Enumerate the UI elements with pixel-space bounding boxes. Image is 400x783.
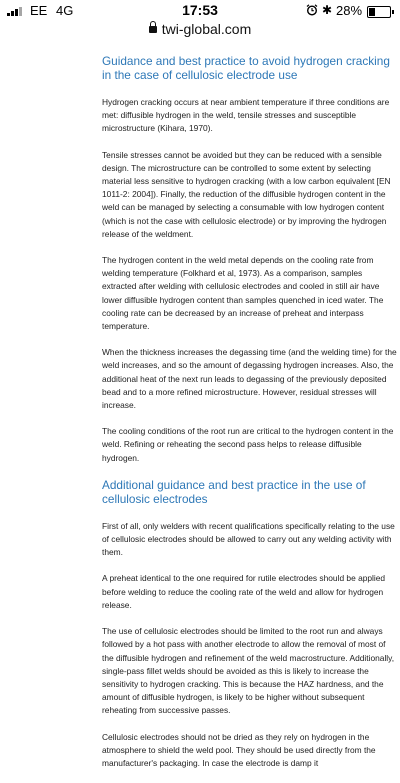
clock: 17:53	[182, 2, 218, 18]
article-paragraph: Hydrogen cracking occurs at near ambient temperature if three conditions are met: diffusible hydrogen in the weld, tensile stresses and susceptible microstructure (Kihara, 1970).	[102, 97, 390, 134]
article-paragraph: A preheat identical to the one required for rutile electrodes should be applied before welding to reduce the cooling rate of the weld and allow for hydrogen release.	[102, 573, 386, 610]
battery-icon	[367, 6, 391, 18]
article-paragraph: First of all, only welders with recent qualifications specifically relating to the use of cellulosic electrodes should be allowed to carry out any welding activity with them.	[102, 520, 395, 558]
bluetooth-icon: ✱	[322, 3, 333, 17]
section-heading-hydrogen-cracking: Guidance and best practice to avoid hydrogen cracking in the case of cellulosic electrode use	[102, 54, 390, 82]
article-paragraph: Tensile stresses cannot be avoided but they can be reduced with a sensible design. The microstructure can be controlled to some extent by selecting material less sensitive to hydrogen cracking (with a low carbon equivalent [EN 1011-2: 2004]). Finally, the reduction of the diffusible hydrogen content in the weld can be managed by selecting a consumable with low hydrogen content (which is not the case with cellulosic electrode) or by improving the hydrogen release of the weldment.	[102, 149, 391, 239]
status-bar	[0, 0, 400, 22]
article-paragraph: The use of cellulosic electrodes should be limited to the root run and always followed by a hot pass with another electrode to allow the removal of most of the diffusible hydrogen and refinement of the weld macrostructure. Additionally, single-pass fillet welds should be avoided as this is likely to increase the sensitivity to hydrogen cracking. This is because the HAZ hardness, and the amount of diffusible hydrogen, is likely to be higher without subsequent reheating from successive passes.	[102, 626, 395, 716]
battery-percentage: 28%	[336, 3, 363, 18]
article-paragraph: When the thickness increases the degassing time (and the welding time) for the weld increases, and so the amount of degassing hydrogen increases. Also, the additional heat of the next run leads to degassing of the previously deposited bead and to a more refined microstructure. However, residual stresses will increase.	[102, 347, 397, 411]
network-type: 4G	[56, 3, 74, 18]
article-paragraph: The hydrogen content in the weld metal depends on the cooling rate from welding temperature (Folkhard et al, 1973). As a comparison, samples extracted after welding with cellulosic electrodes and cooled in still air have lower diffusible hydrogen content than samples quenched in iced water. The cooling rate can be decreased by an increase of preheat and interpass temperature.	[102, 255, 384, 332]
carrier-name: EE	[30, 3, 48, 18]
alarm-clock-icon	[306, 4, 318, 16]
article-paragraph: The cooling conditions of the root run are critical to the hydrogen content in the weld. Refining or reheating the second pass helps to release diffusible hydrogen.	[102, 426, 394, 463]
address-bar[interactable]	[0, 21, 400, 43]
article-paragraph: Cellulosic electrodes should not be dried as they rely on hydrogen in the atmosphere to shield the weld pool. They should be used directly from the manufacturer's packaging. In case the electrode is damp it	[102, 731, 376, 768]
lock-icon	[149, 26, 157, 33]
url-domain: twi-global.com	[161, 21, 252, 37]
section-heading-additional-guidance: Additional guidance and best practice in the use of cellulosic electrodes	[102, 477, 366, 506]
article-content	[102, 54, 398, 783]
